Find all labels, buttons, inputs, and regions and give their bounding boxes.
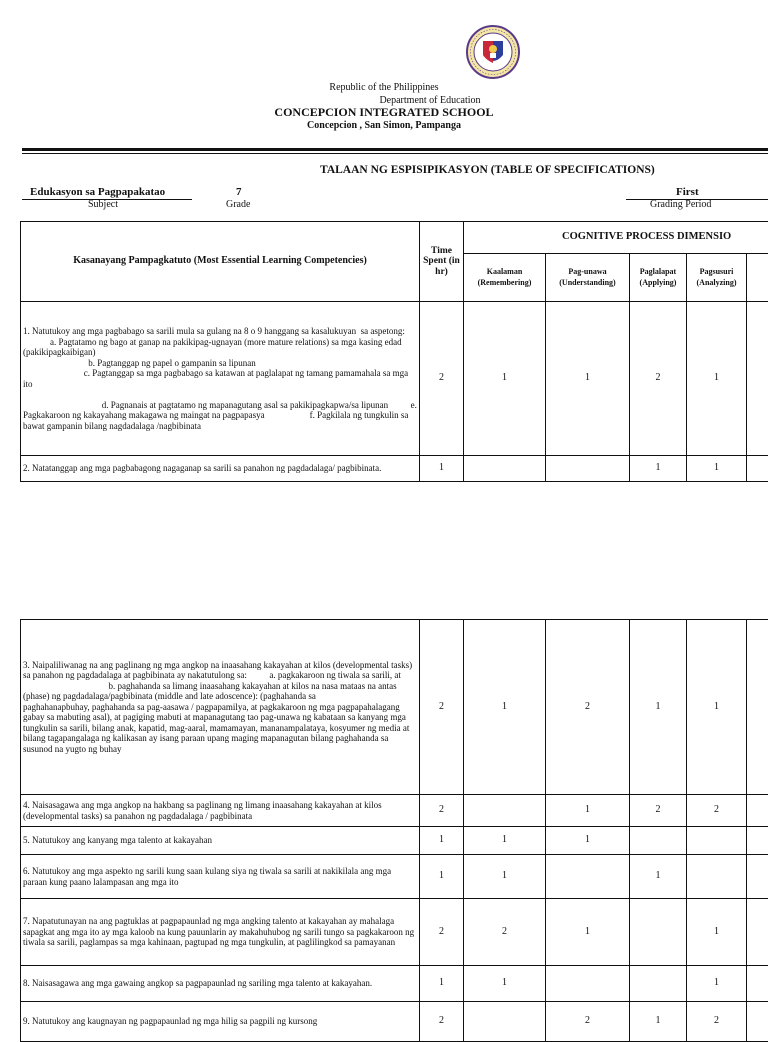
- applying-cell: 2: [630, 795, 687, 827]
- time-cell: 2: [420, 1002, 464, 1042]
- understanding-cell: 1: [546, 899, 630, 966]
- understanding-cell: 2: [546, 620, 630, 795]
- competency-cell: 4. Naisasagawa ang mga angkop na hakbang sa paglinang ng limang inaasahang kakayahan at kilos (developmental tasks) sa panahon ng pagdadalaga / pagbibinata: [21, 795, 420, 827]
- header-rule-thick: [22, 148, 768, 151]
- analyzing-cell: [687, 827, 747, 855]
- analyzing-header: Pagsusuri (Analyzing): [687, 254, 747, 302]
- remembering-cell: [464, 795, 546, 827]
- page-title: TALAAN NG ESPISIPIKASYON (TABLE OF SPECIFICATIONS): [320, 164, 655, 176]
- table-row: [21, 899, 768, 966]
- republic-line: Republic of the Philippines: [0, 82, 768, 93]
- department-line: Department of Education: [46, 95, 768, 106]
- understanding-cell: 1: [546, 827, 630, 855]
- grade-value: 7: [236, 186, 242, 198]
- table-row: [21, 456, 768, 482]
- cut-off-cell: [747, 254, 768, 302]
- applying-cell: [630, 899, 687, 966]
- understanding-cell: 1: [546, 302, 630, 456]
- understanding-cell: 1: [546, 795, 630, 827]
- analyzing-cell: 1: [687, 620, 747, 795]
- table-row: [21, 1002, 768, 1042]
- tos-table-page2: [20, 619, 768, 1042]
- time-cell: 2: [420, 899, 464, 966]
- understanding-cell: 2: [546, 1002, 630, 1042]
- subject-label: Subject: [88, 199, 118, 210]
- header-rule-thin: [22, 153, 768, 154]
- school-name: CONCEPCION INTEGRATED SCHOOL: [0, 105, 768, 120]
- cognitive-dimension-header: COGNITIVE PROCESS DIMENSIO: [464, 222, 768, 254]
- grading-period-label: Grading Period: [650, 199, 711, 210]
- remembering-cell: 1: [464, 855, 546, 899]
- competency-cell: 6. Natutukoy ang mga aspekto ng sarili kung saan kulang siya ng tiwala sa sarili at nakikilala ang mga paraan kung paano lalampasan ang mga ito: [21, 855, 420, 899]
- competency-cell: 8. Naisasagawa ang mga gawaing angkop sa pagpapaunlad ng sariling mga talento at kakayahan.: [21, 966, 420, 1002]
- remembering-cell: [464, 1002, 546, 1042]
- table-row: [21, 795, 768, 827]
- applying-cell: [630, 827, 687, 855]
- competency-cell: 2. Natatanggap ang mga pagbabagong nagaganap sa sarili sa panahon ng pagdadalaga/ pagbibinata.: [21, 456, 420, 482]
- table-row: [21, 302, 768, 456]
- subject-value: Edukasyon sa Pagpapakatao: [30, 186, 165, 198]
- grade-label: Grade: [226, 199, 250, 210]
- table-row: [21, 827, 768, 855]
- time-cell: 1: [420, 827, 464, 855]
- remembering-cell: [464, 456, 546, 482]
- understanding-cell: [546, 966, 630, 1002]
- time-cell: 2: [420, 795, 464, 827]
- table-row: [21, 855, 768, 899]
- applying-cell: 1: [630, 456, 687, 482]
- remembering-cell: 1: [464, 827, 546, 855]
- analyzing-cell: 1: [687, 302, 747, 456]
- time-spent-header: Time Spent (in hr): [420, 222, 464, 302]
- analyzing-cell: 2: [687, 1002, 747, 1042]
- time-cell: 2: [420, 620, 464, 795]
- applying-cell: [630, 966, 687, 1002]
- applying-cell: 2: [630, 302, 687, 456]
- competency-cell: 3. Naipaliliwanag na ang paglinang ng mga angkop na inaasahang kakayahan at kilos (developmental tasks) sa panahon ng pagdadalaga at pagbibinata ay nakatutulong sa: a. pagkakaroon ng tiwala sa sarili, at b. paghahanda sa limang inaasahang kakayahan at kilos na nasa mataas na antas (phase) ng pagdadalaga/pagbibinata (middle and late adoscence): (paghahanda sa paghahanapbuhay, paghahanda sa pag-aasawa / pagpapamilya, at pagkakaroon ng mga pagpapahalagang gabay sa mabuting asal), at pagiging mabuti at mapanagutang tao pag-unawa ng kabataan sa kanyang mga tungkulin sa sarili, bilang anak, kapatid, mag-aaral, mamamayan, mananampalataya, kosyumer ng media at bilang tagapangalaga ng kalikasan ay isang paraan upang maging mapanagutan bilang paghahanda sa susunod na yugto ng buhay: [21, 620, 420, 795]
- analyzing-cell: [687, 855, 747, 899]
- understanding-cell: [546, 456, 630, 482]
- remembering-cell: 1: [464, 966, 546, 1002]
- tos-table-page1: [20, 221, 768, 482]
- competency-cell: 1. Natutukoy ang mga pagbabago sa sarili mula sa gulang na 8 o 9 hanggang sa kasalukuyan sa aspetong: a. Pagtatamo ng bago at ganap na pakikipag-ugnayan (more mature relations) sa mga kasing edad (pakikipagkaibigan) b. Pagtanggap ng papel o gampanin sa lipunan c. Pagtanggap sa mga pagbabago sa katawan at paglalapat ng tamang pamamahala sa mga ito d. Pagnanais at pagtatamo ng mapanagutang asal sa pakikipagkapwa/sa lipunan e. Pagkakaroon ng kakayahang makagawa ng maingat na pagpapasya f. Pagkilala ng tungkulin sa bawat gampanin bilang nagdadalaga /nagbibinata: [21, 302, 420, 456]
- time-cell: 1: [420, 456, 464, 482]
- deped-seal: [466, 25, 520, 79]
- applying-cell: 1: [630, 855, 687, 899]
- competency-header: Kasanayang Pampagkatuto (Most Essential Learning Competencies): [21, 222, 420, 302]
- table-row: [21, 966, 768, 1002]
- school-address: Concepcion , San Simon, Pampanga: [0, 120, 768, 131]
- understanding-cell: [546, 855, 630, 899]
- time-cell: 1: [420, 966, 464, 1002]
- competency-cell: 9. Natutukoy ang kaugnayan ng pagpapaunlad ng mga hilig sa pagpili ng kursong: [21, 1002, 420, 1042]
- remembering-cell: 2: [464, 899, 546, 966]
- applying-header: Paglalapat (Applying): [630, 254, 687, 302]
- time-cell: 1: [420, 855, 464, 899]
- understanding-header: Pag-unawa (Understanding): [546, 254, 630, 302]
- competency-cell: 5. Natutukoy ang kanyang mga talento at kakayahan: [21, 827, 420, 855]
- remembering-cell: 1: [464, 620, 546, 795]
- time-cell: 2: [420, 302, 464, 456]
- applying-cell: 1: [630, 1002, 687, 1042]
- applying-cell: 1: [630, 620, 687, 795]
- analyzing-cell: 2: [687, 795, 747, 827]
- analyzing-cell: 1: [687, 456, 747, 482]
- analyzing-cell: 1: [687, 899, 747, 966]
- table-row: [21, 620, 768, 795]
- competency-cell: 7. Napatutunayan na ang pagtuklas at pagpapaunlad ng mga angking talento at kakayahan ay mahalaga sapagkat ang mga ito ay mga kaloob na kung pauunlarin ay makahuhubog ng sarili tungo sa pagkakaroon ng tiwala sa sarili, paglampas sa mga kahinaan, pagtupad ng mga tungkulin, at paglilingkod sa pamayanan: [21, 899, 420, 966]
- remembering-header: Kaalaman (Remembering): [464, 254, 546, 302]
- analyzing-cell: 1: [687, 966, 747, 1002]
- remembering-cell: 1: [464, 302, 546, 456]
- grading-period-value: First: [676, 186, 699, 198]
